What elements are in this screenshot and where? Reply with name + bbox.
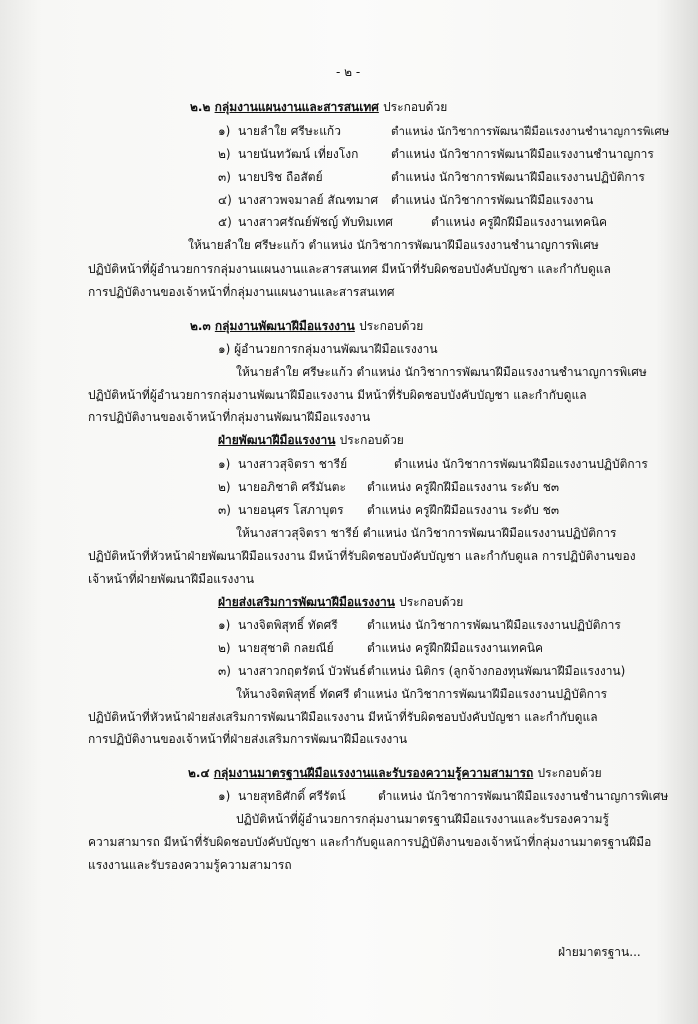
paragraph-line: ปฏิบัติหน้าที่หัวหน้าฝ่ายพัฒนาฝีมือแรงงาน มีหน้าที่รับผิดชอบบังคับบัญชา และกำกับดูแล การปฏิบัติงานของ bbox=[88, 549, 636, 563]
member-position: ตำแหน่ง นิติกร (ลูกจ้างกองทุนพัฒนาฝีมือแรงงาน) bbox=[367, 664, 626, 678]
member-position: ตำแหน่ง ครูฝึกฝีมือแรงงานเทคนิค bbox=[367, 641, 544, 655]
continuation-marker: ฝ่ายมาตรฐาน... bbox=[558, 945, 641, 959]
paragraph-line: ปฏิบัติหน้าที่ผู้อำนวยการกลุ่มงานมาตรฐานฝีมือแรงงานและรับรองความรู้ bbox=[236, 812, 609, 826]
member-name: นางจิตพิสุทธิ์ ทัดศรี bbox=[238, 618, 338, 632]
member-position: ตำแหน่ง ครูฝึกฝีมือแรงงาน ระดับ ช๓ bbox=[367, 503, 560, 517]
member-name: นางสาวศรัณย์พัชญ์ ทับทิมเทศ bbox=[238, 215, 393, 229]
member-position: ตำแหน่ง นักวิชาการพัฒนาฝีมือแรงงานชำนาญการพิเศษ bbox=[378, 789, 669, 803]
director-line: ๑) ผู้อำนวยการกลุ่มงานพัฒนาฝีมือแรงงาน bbox=[218, 342, 438, 356]
member-position: ตำแหน่ง นักวิชาการพัฒนาฝีมือแรงงานชำนาญการ bbox=[391, 147, 654, 161]
paragraph-line: ให้นายลำใย ศรีษะแก้ว ตำแหน่ง นักวิชาการพัฒนาฝีมือแรงงานชำนาญการพิเศษ bbox=[188, 238, 599, 252]
paragraph-line: เจ้าหน้าที่ฝ่ายพัฒนาฝีมือแรงงาน bbox=[88, 572, 255, 586]
unit-title: ฝ่ายพัฒนาฝีมือแรงงาน bbox=[218, 433, 336, 447]
member-name: นายอนุศร โสภาบุตร bbox=[238, 503, 344, 517]
member-name: นางสาวพจมาลย์ สัณฑมาศ bbox=[238, 193, 379, 207]
page-number: - ๒ - bbox=[336, 65, 361, 79]
unit-heading bbox=[218, 594, 463, 610]
member-no: ๔) bbox=[218, 193, 232, 207]
paragraph-line: ให้นายลำใย ศรีษะแก้ว ตำแหน่ง นักวิชาการพัฒนาฝีมือแรงงานชำนาญการพิเศษ bbox=[236, 365, 647, 379]
member-name: นายอภิชาติ ศรีมันตะ bbox=[238, 480, 346, 494]
section-number: ๒.๒ bbox=[190, 100, 211, 114]
member-no: ๓) bbox=[218, 503, 231, 517]
paragraph-line: การปฏิบัติงานของเจ้าหน้าที่กลุ่มงานแผนงานและสารสนเทศ bbox=[88, 285, 395, 299]
section-number: ๒.๔ bbox=[188, 766, 210, 780]
member-position: ตำแหน่ง นักวิชาการพัฒนาฝีมือแรงงานปฏิบัติการ bbox=[391, 170, 645, 184]
member-name: นายลำใย ศรีษะแก้ว bbox=[238, 124, 341, 138]
section-suffix: ประกอบด้วย bbox=[359, 319, 424, 333]
member-name: นายนันทวัฒน์ เที่ยงโงก bbox=[238, 147, 359, 161]
paragraph-line: ให้นางจิตพิสุทธิ์ ทัดศรี ตำแหน่ง นักวิชาการพัฒนาฝีมือแรงงานปฏิบัติการ bbox=[236, 687, 608, 701]
section-number: ๒.๓ bbox=[190, 319, 211, 333]
section-2-3-heading bbox=[190, 318, 423, 334]
member-no: ๑) bbox=[218, 124, 231, 138]
member-no: ๑) bbox=[218, 789, 231, 803]
member-position: ตำแหน่ง ครูฝึกฝีมือแรงงานเทคนิค bbox=[431, 215, 608, 229]
member-position: ตำแหน่ง นักวิชาการพัฒนาฝีมือแรงงานชำนาญการพิเศษ bbox=[391, 124, 670, 138]
unit-title: ฝ่ายส่งเสริมการพัฒนาฝีมือแรงงาน bbox=[218, 595, 395, 609]
member-no: ๑) bbox=[218, 457, 231, 471]
paragraph-line: ความสามารถ มีหน้าที่รับผิดชอบบังคับบัญชา และกำกับดูแลการปฏิบัติงานของเจ้าหน้าที่กลุ่มงานมาตรฐานฝีมือ bbox=[88, 835, 652, 849]
section-2-2-heading bbox=[190, 99, 447, 115]
member-no: ๑) bbox=[218, 618, 231, 632]
unit-suffix: ประกอบด้วย bbox=[399, 595, 464, 609]
paragraph-line: แรงงานและรับรองความรู้ความสามารถ bbox=[88, 858, 292, 872]
section-suffix: ประกอบด้วย bbox=[537, 766, 602, 780]
paragraph-line: ปฏิบัติหน้าที่ผู้อำนวยการกลุ่มงานพัฒนาฝีมือแรงงาน มีหน้าที่รับผิดชอบบังคับบัญชา และกำกับดูแล bbox=[88, 388, 587, 402]
member-name: นางสาวกฤตรัตน์ บัวพันธ์ bbox=[238, 664, 366, 678]
section-title: กลุ่มงานมาตรฐานฝีมือแรงงานและรับรองความรู้ความสามารถ bbox=[213, 766, 534, 780]
member-position: ตำแหน่ง ครูฝึกฝีมือแรงงาน ระดับ ช๓ bbox=[367, 480, 560, 494]
member-no: ๒) bbox=[218, 641, 231, 655]
member-position: ตำแหน่ง นักวิชาการพัฒนาฝีมือแรงงานปฏิบัติการ bbox=[367, 618, 621, 632]
paragraph-line: ปฏิบัติหน้าที่หัวหน้าฝ่ายส่งเสริมการพัฒนาฝีมือแรงงาน มีหน้าที่รับผิดชอบบังคับบัญชา และกำกับดูแล bbox=[88, 710, 598, 724]
member-position: ตำแหน่ง นักวิชาการพัฒนาฝีมือแรงงาน bbox=[391, 193, 594, 207]
unit-suffix: ประกอบด้วย bbox=[339, 433, 404, 447]
section-2-4-heading bbox=[188, 765, 602, 781]
paragraph-line: การปฏิบัติงานของเจ้าหน้าที่ฝ่ายส่งเสริมการพัฒนาฝีมือแรงงาน bbox=[88, 732, 408, 746]
member-no: ๓) bbox=[218, 170, 231, 184]
member-no: ๒) bbox=[218, 480, 231, 494]
paragraph-line: การปฏิบัติงานของเจ้าหน้าที่กลุ่มงานพัฒนาฝีมือแรงงาน bbox=[88, 410, 371, 424]
section-title: กลุ่มงานพัฒนาฝีมือแรงงาน bbox=[214, 319, 355, 333]
paragraph-line: ปฏิบัติหน้าที่ผู้อำนวยการกลุ่มงานแผนงานและสารสนเทศ มีหน้าที่รับผิดชอบบังคับบัญชา และกำกับดูแล bbox=[88, 262, 611, 276]
member-name: นายปริช ถือสัตย์ bbox=[238, 170, 323, 184]
member-no: ๕) bbox=[218, 215, 232, 229]
member-name: นายสุชาติ กลยณีย์ bbox=[238, 641, 334, 655]
member-no: ๓) bbox=[218, 664, 231, 678]
section-suffix: ประกอบด้วย bbox=[383, 100, 448, 114]
member-name: นางสาวสุจิตรา ชารีย์ bbox=[238, 457, 348, 471]
paragraph-line: ให้นางสาวสุจิตรา ชารีย์ ตำแหน่ง นักวิชาการพัฒนาฝีมือแรงงานปฏิบัติการ bbox=[236, 526, 617, 540]
section-title: กลุ่มงานแผนงานและสารสนเทศ bbox=[214, 100, 379, 114]
unit-heading bbox=[218, 432, 404, 448]
member-position: ตำแหน่ง นักวิชาการพัฒนาฝีมือแรงงานปฏิบัติการ bbox=[394, 457, 648, 471]
member-no: ๒) bbox=[218, 147, 231, 161]
member-name: นายสุทธิศักดิ์ ศรีรัตน์ bbox=[238, 789, 346, 803]
